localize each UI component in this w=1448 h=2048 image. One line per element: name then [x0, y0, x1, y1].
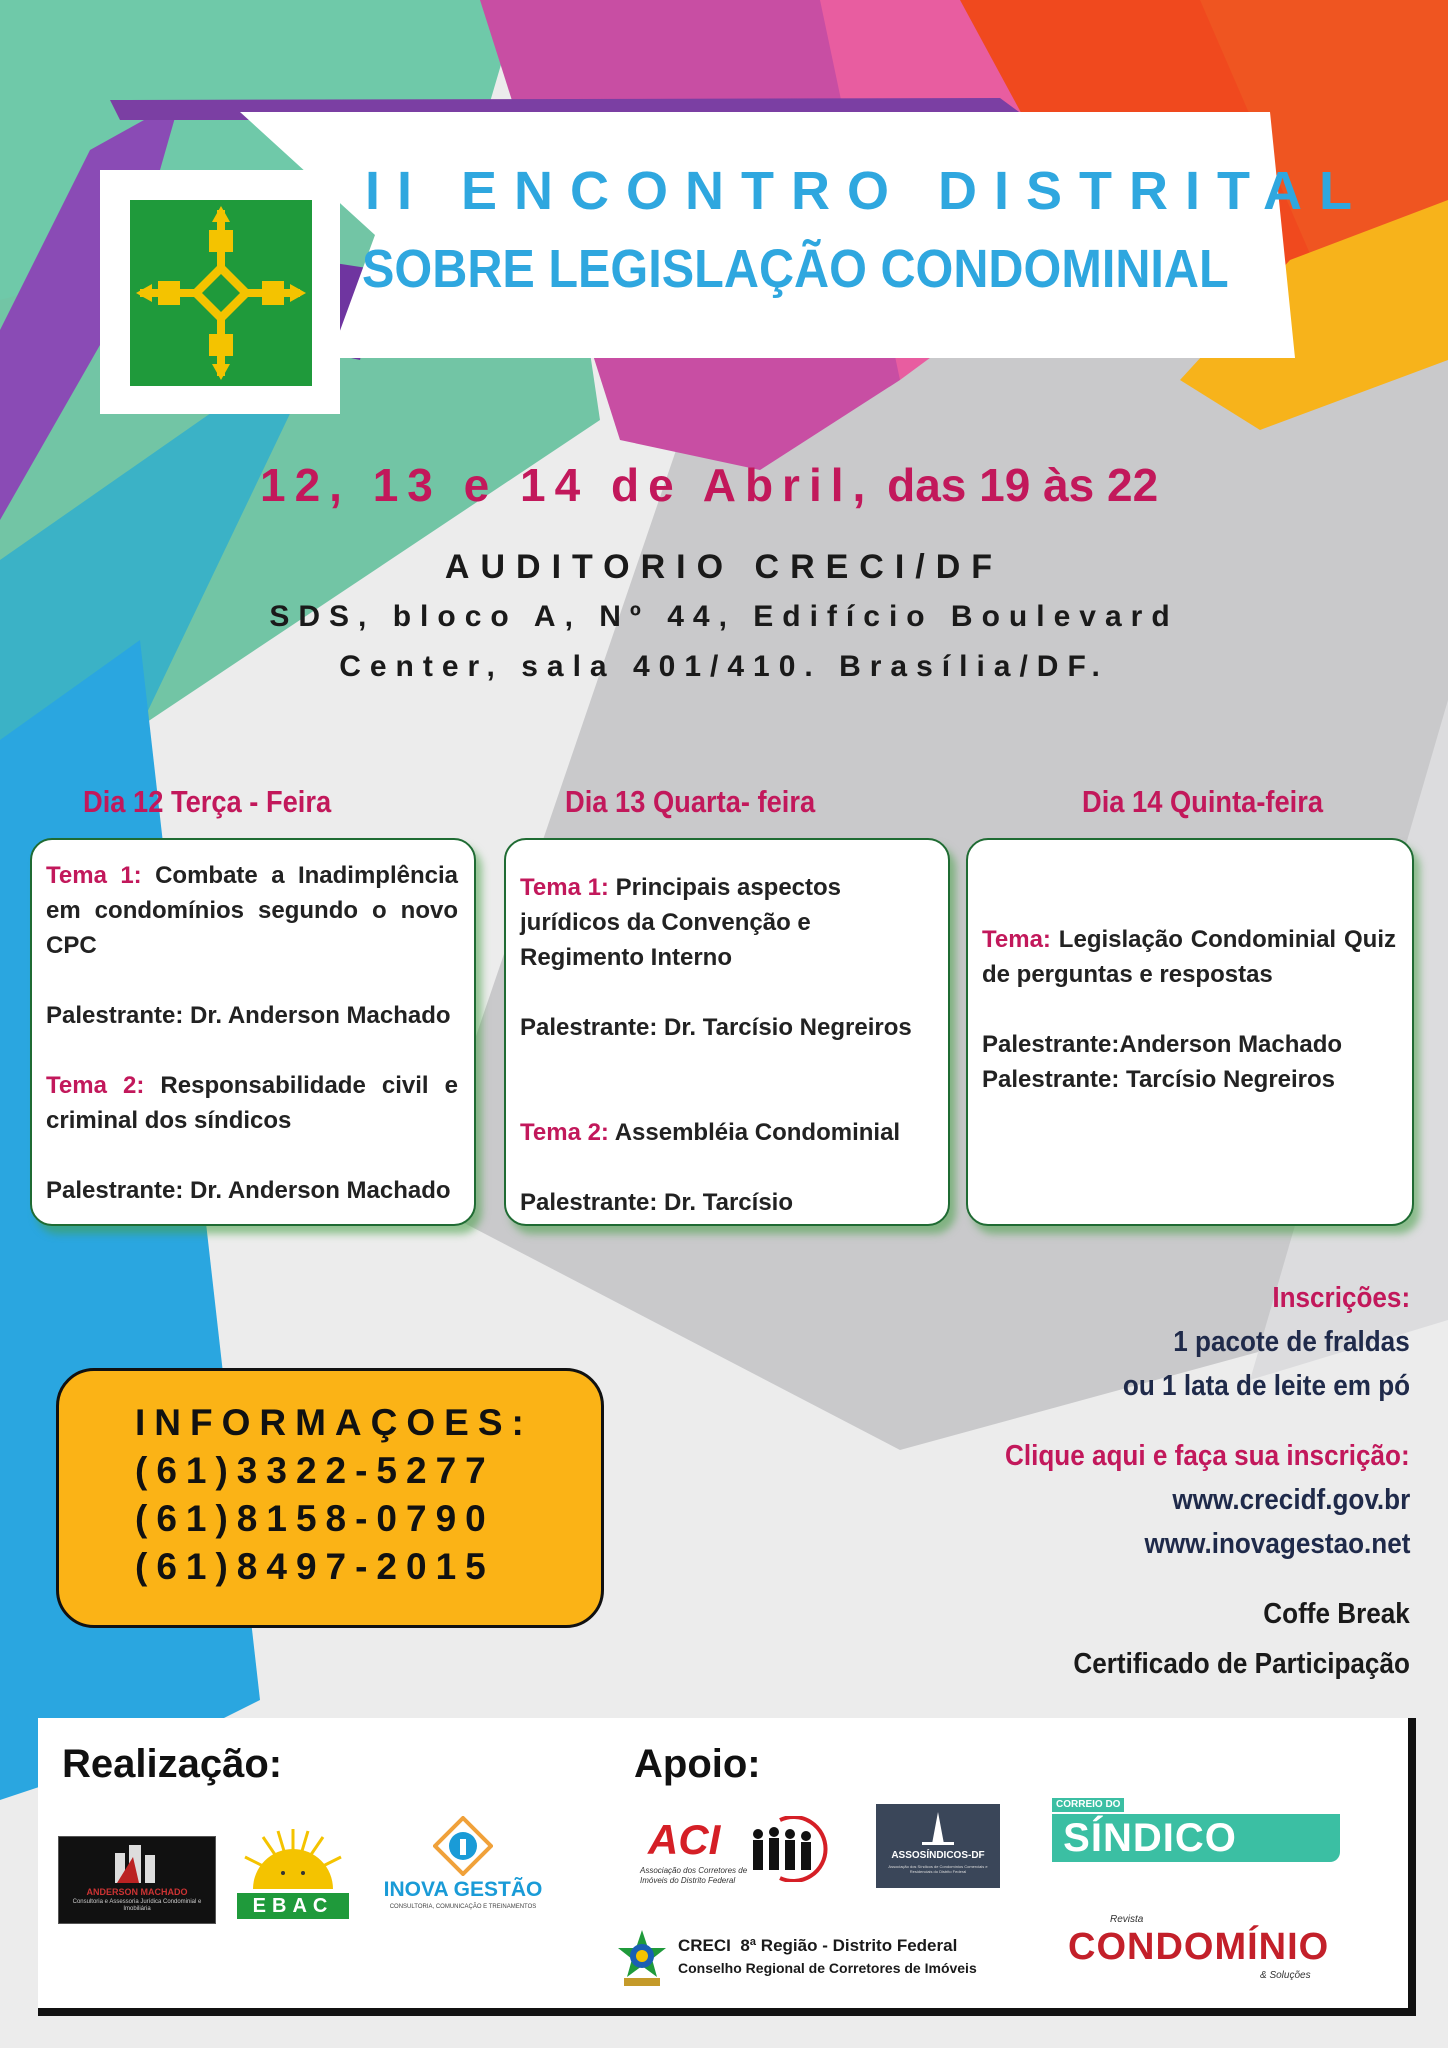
correio-do-sindico-logo: CORREIO DO SÍNDICO	[1052, 1798, 1340, 1862]
venue-address-line1: SDS, bloco A, Nº 44, Edifício Boulevard	[269, 600, 1179, 633]
perk-certificate: Certificado de Participação	[1073, 1648, 1410, 1680]
day12-speaker2: Palestrante: Dr. Anderson Machado	[46, 1177, 451, 1204]
venue-title: AUDITORIO CRECI/DF	[444, 548, 1004, 586]
people-silhouette-icon	[740, 1816, 836, 1882]
venue-address-line2: Center, sala 401/410. Brasília/DF.	[339, 650, 1109, 683]
link-crecidf[interactable]: www.crecidf.gov.br	[1172, 1484, 1410, 1516]
phone-2[interactable]: (61)8158-0790	[135, 1498, 495, 1539]
apoio-label: Apoio:	[634, 1742, 761, 1786]
building-icon	[107, 1843, 167, 1883]
sponsors-footer	[38, 1718, 1416, 2016]
day13-theme2: Tema 2: Assembléia Condominial	[520, 1119, 901, 1146]
realizacao-label: Realização:	[62, 1742, 283, 1786]
assosindicos-logo: ASSOSÍNDICOS-DF Associação dos Síndicos de Condomínios Comerciais e Residenciais do Distrito Federal	[876, 1804, 1000, 1888]
revista-condominio-logo: Revista CONDOMÍNIO & Soluções	[1068, 1914, 1330, 1981]
day-card-14	[966, 838, 1414, 1226]
day13-speaker2: Palestrante: Dr. Tarcísio	[520, 1189, 793, 1216]
event-hours: das 19 às 22	[874, 459, 1159, 511]
creci-logo: CRECI 8ª Região - Distrito Federal Conselho Regional de Corretores de Imóveis	[614, 1928, 994, 1992]
event-days: 12, 13 e 14 de Abril,	[260, 459, 875, 511]
event-dates	[260, 458, 1158, 512]
event-title-line2: SOBRE LEGISLAÇÃO CONDOMINIAL	[362, 239, 1229, 299]
day-card-13	[504, 838, 950, 1226]
registration-item-2: ou 1 lata de leite em pó	[1122, 1370, 1410, 1402]
perk-coffee-break: Coffe Break	[1263, 1598, 1410, 1630]
day13-speaker1: Palestrante: Dr. Tarcísio Negreiros	[520, 1014, 912, 1041]
day-heading-14: Dia 14 Quinta-feira	[1082, 784, 1324, 819]
monument-icon	[918, 1810, 958, 1846]
day-heading-13: Dia 13 Quarta- feira	[565, 784, 816, 819]
inova-gestao-icon	[433, 1816, 493, 1876]
inova-gestao-logo: INOVA GESTÃO CONSULTORIA, COMUNICAÇÃO E TREINAMENTOS	[378, 1816, 548, 1934]
contact-info-box	[56, 1368, 604, 1628]
day14-speaker1: Palestrante:Anderson Machado	[982, 1031, 1343, 1058]
phone-1[interactable]: (61)3322-5277	[135, 1450, 495, 1491]
link-inovagestao[interactable]: www.inovagestao.net	[1144, 1528, 1410, 1560]
day12-theme2: Tema 2: Responsabilidade civil e criminal dos síndicos	[46, 1072, 459, 1134]
day-heading-12: Dia 12 Terça - Feira	[83, 784, 332, 819]
day14-speaker2: Palestrante: Tarcísio Negreiros	[982, 1066, 1336, 1093]
day13-theme1: Tema 1: Principais aspectos jurídicos da Convenção e Regimento Interno	[520, 874, 842, 971]
sun-icon	[233, 1823, 353, 1893]
flag-frame	[100, 170, 340, 414]
ebac-logo: EBAC	[233, 1823, 353, 1923]
day-card-12	[30, 838, 476, 1226]
phone-3[interactable]: (61)8497-2015	[135, 1546, 495, 1587]
anderson-machado-logo: ANDERSON MACHADO Consultoria e Assessoria Jurídica Condominial e Imobiliária	[58, 1836, 216, 1924]
registration-heading: Inscrições:	[1272, 1282, 1410, 1314]
day14-theme: Tema: Legislação Condominial Quiz de perguntas e respostas	[982, 926, 1396, 988]
event-title-line1: II ENCONTRO DISTRITAL	[365, 161, 1369, 221]
day12-speaker1: Palestrante: Dr. Anderson Machado	[46, 1002, 451, 1029]
contact-heading: INFORMAÇOES:	[135, 1402, 533, 1443]
distrito-federal-flag-icon	[100, 170, 340, 414]
registration-item-1: 1 pacote de fraldas	[1173, 1326, 1410, 1358]
registration-cta[interactable]: Clique aqui e faça sua inscrição:	[1005, 1440, 1410, 1472]
aci-logo: ACI Associação dos Corretores de Imóveis do Distrito Federal	[636, 1816, 836, 1900]
brazil-coat-of-arms-icon	[614, 1928, 670, 1990]
day12-theme1: Tema 1: Combate a Inadimplência em condomínios segundo o novo CPC	[46, 862, 458, 959]
